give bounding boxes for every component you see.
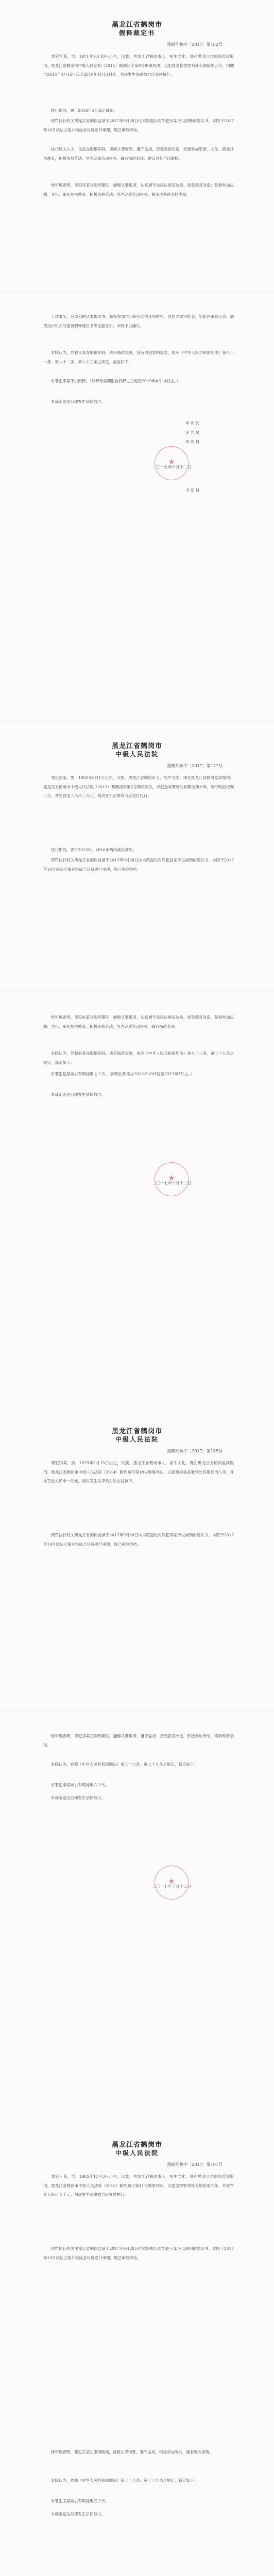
paragraph: 对罪犯赵某减去有期徒刑七个月。（减刑后刑期自2012年10月起至2022年3月止。） [51,1072,194,1076]
document-page-7 [0,2120,274,2427]
document-kind: 中级人民法院 [115,1436,159,1443]
paragraph: 本裁定送达后即发生法律效力。 [51,1092,105,1097]
paragraph: 执行期间，曾于2016年4月裁定减刑。 [51,108,117,113]
case-number: 黑鹤刑执字〔2017〕第185号 [167,1449,222,1453]
document-page-8 [0,2427,274,2576]
paragraph: 本裁定送达后即发生法律效力。 [51,1795,105,1800]
paragraph: 本院认为，依照《中华人民共和国刑法》第七十八条、第七十九条之规定，裁定如下： [51,2478,198,2483]
clerk-label: 书 记 员 [185,488,200,493]
paragraph: 经审理查明，罪犯李某在服刑期间，能够认罪悔罪，遵守监规，接受教育改造，积极参加劳动，确有悔改表现。 [43,1734,234,1748]
judge-label: 审 判 员 [185,439,200,444]
paragraph: 执行机关认为，该犯在服刑期间，能够认罪悔罪，遵守监规，接受教育改造，积极参加思想、文化、职业技术教育，积极参加劳动，努力完成劳动任务，确有悔改表现，建议对其予以假释。 [43,147,234,161]
court-seal: ★ [155,446,189,480]
presiding-judge-label: 审 判 长 [185,421,200,426]
court-seal: ★ [155,1866,189,1900]
court-name: 黑龙江省鹤岗市 [111,2141,162,2149]
case-number: 黑鹤刑执字〔2017〕第177号 [167,764,222,768]
paragraph: 对罪犯宋某予以假释。（假释考验期限自假释之日起至2019年4月14日止。） [51,379,180,383]
paragraph: 对罪犯王某减去有期徒刑五个月。 [51,2499,109,2503]
paragraph: 本院认为，罪犯宋某在服刑期间，确有悔改表现，没有再犯罪的危险，依照《中华人民共和国刑法》第八十一条、第八十二条、第八十三条之规定，裁定如下： [43,350,234,364]
document-page-2 [0,291,274,722]
document-kind: 中级人民法院 [115,2149,159,2157]
paragraph: 对罪犯李某减去有期徒刑六个月。 [51,1783,109,1787]
paragraph: 罪犯李某，男，1979年2月15日出生，汉族，黑龙江省鹤岗市人，初中文化。现在黑龙江省鹤岗监狱服刑。黑龙江省鹤岗市中级人民法院（2014）鹤刑初字第18号刑事判决，以犯贩卖毒品罪判处有期徒刑八年，并处罚金人民币一万元。判决发生法律效力后交付执行。 [43,1461,234,1483]
document-page-3 [0,721,274,992]
paragraph: 本院认为，罪犯赵某在服刑期间，确有悔改表现，依照《中华人民共和国刑法》第七十八条、第七十九条之规定，裁定如下： [43,1051,234,1065]
document-page-6 [0,1710,274,2121]
paragraph: 刑罚执行机关黑龙江省鹤岗监狱于2017年9月28日向本院提出对罪犯李某予以减刑的建议书，本院于2017年10月依法立案并组成合议庭进行审理，现已审理终结。 [43,1533,234,1547]
paragraph: 本裁定送达后即发生法律效力。 [51,399,105,404]
paragraph: 本裁定送达后即发生法律效力。 [51,2512,105,2516]
document-page-1 [0,0,274,292]
paragraph: 经审理查明，罪犯王某在服刑期间，能够认罪悔罪，遵守监规，积极参加劳动，确有悔改表现。 [51,2450,213,2454]
document-kind: 假释裁定书 [118,29,155,37]
document-page-4 [0,992,274,1407]
court-name: 黑龙江省鹤岗市 [111,742,162,750]
ruling-date: 二〇一七年十月十二日 [152,465,191,469]
judge-label: 审 判 员 [185,430,200,435]
paragraph: 执行期间，曾于2015年、2016年两次裁定减刑。 [51,848,136,852]
case-number: 黑鹤刑执字〔2017〕第191号 [167,2162,222,2167]
court-name: 黑龙江省鹤岗市 [111,21,162,29]
court-seal: ★ [155,1162,189,1196]
ruling-date: 二〇一七年十月十二日 [152,1884,191,1889]
paragraph: 经审理查明，罪犯赵某在服刑期间，能够认罪悔罪，认真遵守法律法规及监规，接受教育改造，积极参加思想、文化、职业技术教育，积极参加劳动，努力完成劳动任务，确有悔改表现。 [43,1015,234,1029]
document-page-5 [0,1406,274,1711]
paragraph: 本院认为，依照《中华人民共和国刑法》第七十八条、第七十九条之规定，裁定如下： [51,1762,198,1767]
court-name: 黑龙江省鹤岗市 [111,1428,162,1435]
paragraph: 罪犯王某，男，1985年11月3日出生，汉族，黑龙江省鹤岗市人，初中文化。现在黑龙江省鹤岗监狱服刑。黑龙江省鹤岗市中级人民法院（2015）鹤刑初字第11号刑事判决，以犯盗窃罪判处有期徒刑六年，并处罚金人民币五千元。判决发生法律效力后交付执行。 [43,2174,234,2197]
paragraph: 经审理查明，罪犯宋某在服刑期间，能够认罪悔罪，认真遵守法律法规及监规，接受教育改造；积极参加思想、文化、职业技术教育；积极参加劳动，努力完成劳动任务。曾多次获得表扬奖励。 [43,183,234,197]
paragraph: 罪犯赵某，男，1982年6月1日出生，汉族，黑龙江省鹤岗市人，高中文化。现在黑龙江省鹤岗监狱服刑。黑龙江省鹤岗市中级人民法院（2013）鹤刑初字第6号刑事判决，以犯抢劫罪判处有期徒刑十年，剥夺政治权利二年，并处罚金人民币二万元。判决发生法律效力后交付执行。 [43,775,234,798]
ruling-date: 二〇一七年十月十二日 [152,1181,191,1185]
paragraph: 刑罚执行机关黑龙江省鹤岗监狱于2017年9月28日向本院提出对罪犯赵某予以减刑的建议书，本院于2017年10月依法立案并组成合议庭进行审理，现已审理终结。 [43,858,234,872]
paragraph: 刑罚执行机关黑龙江省鹤岗监狱于2017年9月28日向本院提出对罪犯宋某予以假释的建议书，本院于2017年10月依法立案并组成合议庭进行审理，现已审理终结。 [43,118,234,132]
paragraph: 罪犯宋某，男，1971年9月10日出生，汉族，黑龙江省鹤岗市人，初中文化。现在黑龙江省鹤岗监狱服刑。黑龙江省鹤岗市中级人民法院（2015）鹤刑初字第9号刑事判决，以犯故意伤害罪判处有期徒刑五年，刑期自2014年4月15日起至2019年4月14日止。判决发生法律效力后交付执行。 [43,54,234,77]
paragraph: 刑罚执行机关黑龙江省鹤岗监狱于2017年9月28日向本院提出对罪犯王某予以减刑的建议书，本院于2017年10月依法立案并组成合议庭进行审理，现已审理终结。 [43,2246,234,2260]
document-kind: 中级人民法院 [115,751,159,758]
case-number: 黑鹤刑执字〔2017〕第162号 [167,42,222,47]
paragraph: 上述事实，有罪犯的认罪悔罪书、积极参加学习和劳动的证明材料、罪犯奖励审批表、罪犯评审鉴定表、刑罚执行机关的提请假释建议书等证据证实，本院予以确认。 [43,314,234,328]
